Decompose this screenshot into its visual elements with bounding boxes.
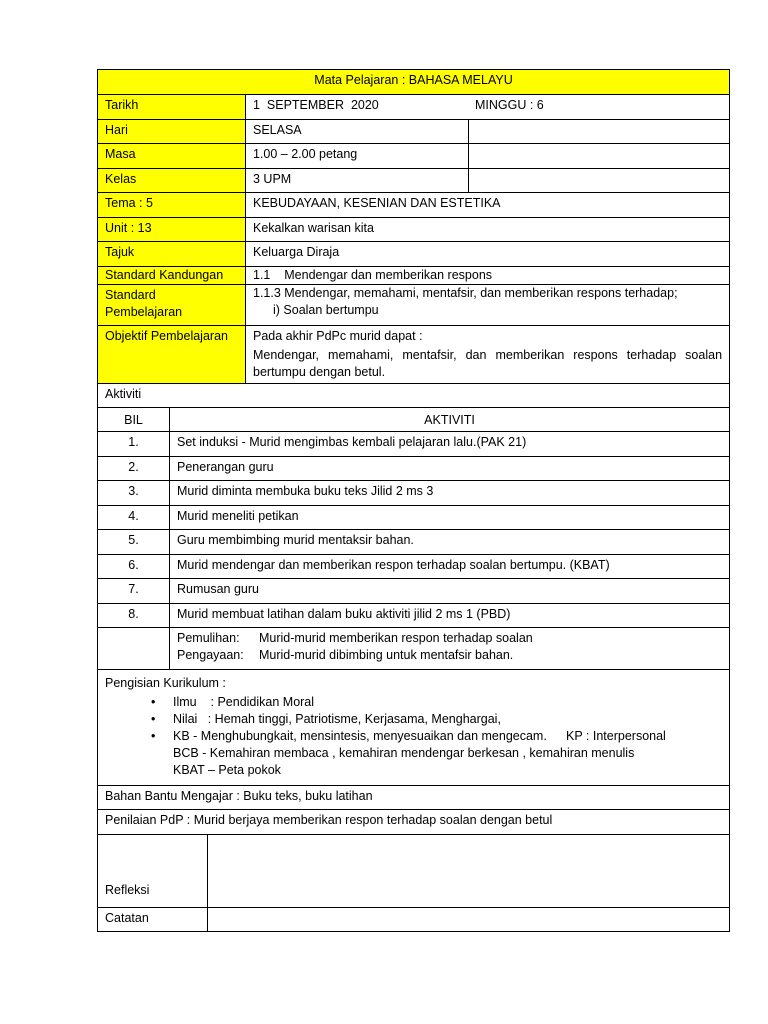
aktiviti-section-label [98,384,730,408]
objektif-line-1: Pada akhir PdPc murid dapat : [253,329,423,343]
bullet-icon: • [151,695,156,709]
sp-label-line-2: Pembelajaran [105,305,183,319]
masa-label: Masa [98,144,246,169]
kurikulum-ilmu [151,694,722,711]
tarikh-value: 1 SEPTEMBER 2020 [253,98,379,112]
ilmu-text: Ilmu : Pendidikan Moral [173,695,315,709]
objektif-line-2: Mendengar, memahami, mentafsir, dan memberikan respons terhadap soalan bertumpu dengan betul. [253,348,723,379]
subject-header: Mata Pelajaran : BAHASA MELAYU [98,70,730,95]
kelas-empty [469,169,730,193]
standard-kandungan-label: Standard Kandungan [98,267,246,285]
aktiviti-section-text: Aktiviti [105,387,142,401]
objektif-value [246,326,730,384]
kelas-value: 3 UPM [246,169,469,193]
standard-pembelajaran-value [246,285,730,326]
hari-value: SELASA [246,120,469,144]
activity-bil: 5. [98,530,170,555]
bcb-text: BCB - Kemahiran membaca , kemahiran mendengar berkesan , kemahiran menulis [173,746,635,760]
standard-kandungan-value: 1.1 Mendengar dan memberikan respons [246,267,730,285]
lesson-plan-table [97,69,730,932]
tarikh-label: Tarikh [98,95,246,120]
hari-empty [469,120,730,144]
penilaian-pdp: Penilaian PdP : Murid berjaya memberikan respon terhadap soalan dengan betul [98,810,730,835]
col-bil-header: BIL [98,408,170,432]
remediation-empty-cell [98,628,170,670]
activity-bil: 2. [98,457,170,481]
nilai-text: Nilai : Hemah tinggi, Patriotisme, Kerjasama, Menghargai, [173,712,501,726]
pengisian-kurikulum [98,670,730,786]
activity-bil: 8. [98,604,170,628]
pemulihan-line [177,630,722,647]
activity-bil: 7. [98,579,170,604]
activity-text: Murid diminta membuka buku teks Jilid 2 ms 3 [170,481,730,506]
tajuk-value: Keluarga Diraja [246,242,730,267]
sp-label-line-1: Standard [105,288,156,302]
activity-text: Guru membimbing murid mentaksir bahan. [170,530,730,555]
activity-bil: 6. [98,555,170,579]
lesson-plan [97,69,729,932]
pengayaan-label: Pengayaan: [177,648,244,662]
activity-text: Penerangan guru [170,457,730,481]
kurikulum-title-text: Pengisian Kurikulum [105,676,219,690]
kbat-text: KBAT – Peta pokok [173,763,281,777]
masa-empty [469,144,730,169]
kurikulum-kb [151,728,722,745]
hari-label: Hari [98,120,246,144]
standard-pembelajaran-label [98,285,246,326]
kurikulum-list [105,694,722,779]
kurikulum-title-suffix: : [218,676,226,690]
activity-text: Murid mendengar dan memberikan respon terhadap soalan bertumpu. (KBAT) [170,555,730,579]
bullet-icon: • [151,712,156,726]
activity-text: Set induksi - Murid mengimbas kembali pelajaran lalu.(PAK 21) [170,432,730,457]
pengayaan-line [177,647,722,664]
kurikulum-nilai [151,711,722,728]
unit-label: Unit : 13 [98,218,246,242]
activity-text: Rumusan guru [170,579,730,604]
kb-text: KB - Menghubungkait, mensintesis, menyesuaikan dan mengecam. [173,729,547,743]
activity-text: Murid meneliti petikan [170,506,730,530]
sp-value-line-1: 1.1.3 Mendengar, memahami, mentafsir, dan memberikan respons terhadap; [253,286,678,300]
kelas-label: Kelas [98,169,246,193]
masa-value: 1.00 – 2.00 petang [246,144,469,169]
pemulihan-text: Murid-murid memberikan respon terhadap soalan [259,631,533,645]
bahan-bantu-mengajar: Bahan Bantu Mengajar : Buku teks, buku latihan [98,786,730,810]
kurikulum-title [105,676,226,690]
activity-bil: 1. [98,432,170,457]
tarikh-row-value [246,95,730,120]
remediation-enrichment [170,628,730,670]
tema-value: KEBUDAYAAN, KESENIAN DAN ESTETIKA [246,193,730,218]
unit-value: Kekalkan warisan kita [246,218,730,242]
kp-text: KP : Interpersonal [566,729,666,743]
tajuk-label: Tajuk [98,242,246,267]
col-aktiviti-header: AKTIVITI [170,408,730,432]
kurikulum-kbat [173,762,722,779]
refleksi-value[interactable] [208,835,730,908]
kurikulum-bcb [173,745,722,762]
catatan-label: Catatan [98,908,208,932]
pengayaan-text: Murid-murid dibimbing untuk mentafsir bahan. [259,648,514,662]
catatan-value[interactable] [208,908,730,932]
objektif-label: Objektif Pembelajaran [98,326,246,384]
tema-label: Tema : 5 [98,193,246,218]
pemulihan-label: Pemulihan: [177,631,240,645]
activity-bil: 3. [98,481,170,506]
minggu-value: MINGGU : 6 [475,98,544,112]
refleksi-label: Refleksi [98,835,208,908]
activity-bil: 4. [98,506,170,530]
activity-text: Murid membuat latihan dalam buku aktiviti jilid 2 ms 1 (PBD) [170,604,730,628]
bullet-icon: • [151,729,156,743]
sp-value-line-2: i) Soalan bertumpu [273,303,379,317]
